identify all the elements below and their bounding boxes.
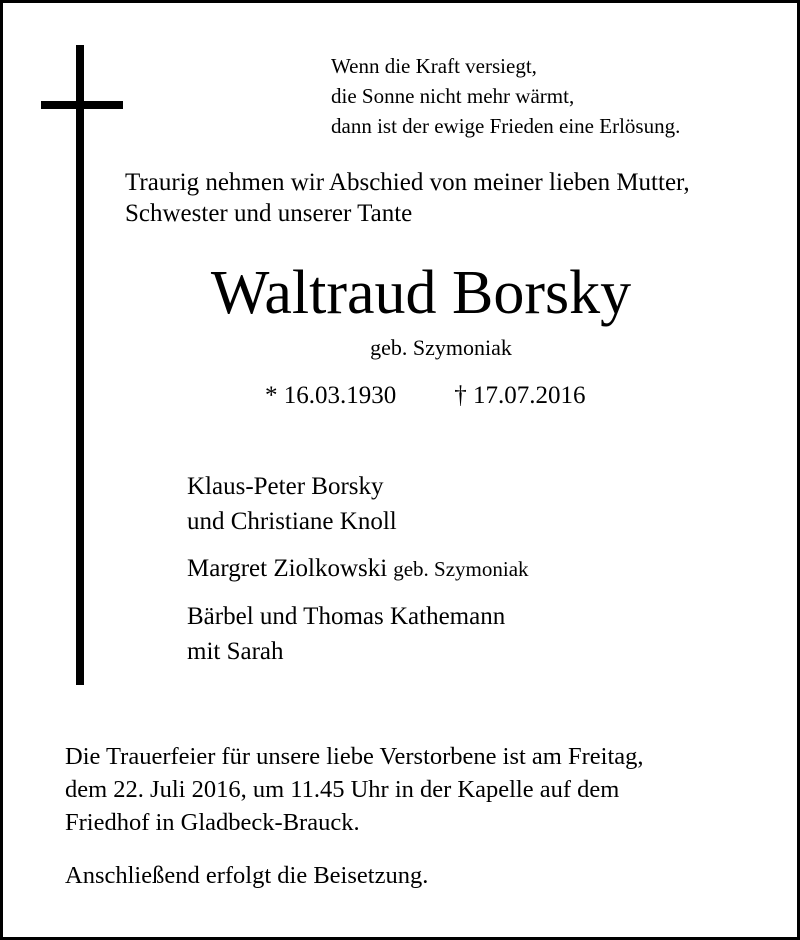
spacer bbox=[187, 539, 529, 551]
relative-name: Margret Ziolkowski bbox=[187, 555, 388, 582]
poem bbox=[331, 51, 680, 141]
birth-name: geb. Szymoniak bbox=[370, 335, 512, 360]
service-line: Die Trauerfeier für unsere liebe Verstorbene ist am Freitag, bbox=[65, 743, 644, 770]
funeral-service-text bbox=[65, 740, 644, 839]
poem-line: Wenn die Kraft versiegt, bbox=[331, 54, 537, 78]
cross-icon-vertical-bar bbox=[76, 45, 84, 685]
cross-icon-horizontal-bar bbox=[41, 101, 123, 109]
intro-text bbox=[125, 167, 690, 229]
deceased-name: Waltraud Borsky bbox=[210, 259, 632, 327]
relative-line bbox=[187, 551, 529, 587]
intro-line: Schwester und unserer Tante bbox=[125, 200, 413, 227]
service-line: Friedhof in Gladbeck-Brauck. bbox=[65, 809, 360, 836]
relative-line: Bärbel und Thomas Kathemann bbox=[187, 603, 506, 630]
poem-line: dann ist der ewige Frieden eine Erlösung. bbox=[331, 114, 681, 138]
service-line: dem 22. Juli 2016, um 11.45 Uhr in der Kapelle auf dem bbox=[65, 776, 620, 803]
relative-line: Klaus-Peter Borsky bbox=[187, 473, 384, 500]
spacer bbox=[187, 587, 529, 599]
intro-line: Traurig nehmen wir Abschied von meiner lieben Mutter, bbox=[125, 169, 690, 196]
relative-birth-name: geb. Szymoniak bbox=[393, 557, 529, 581]
closing-text: Anschließend erfolgt die Beisetzung. bbox=[65, 862, 429, 889]
birth-date: * 16.03.1930 bbox=[265, 382, 397, 409]
death-date: † 17.07.2016 bbox=[454, 382, 586, 409]
poem-line: die Sonne nicht mehr wärmt, bbox=[331, 84, 575, 108]
relative-line: und Christiane Knoll bbox=[187, 508, 397, 535]
life-dates bbox=[265, 380, 586, 412]
relative-line: mit Sarah bbox=[187, 638, 284, 665]
relatives-list bbox=[187, 469, 529, 669]
